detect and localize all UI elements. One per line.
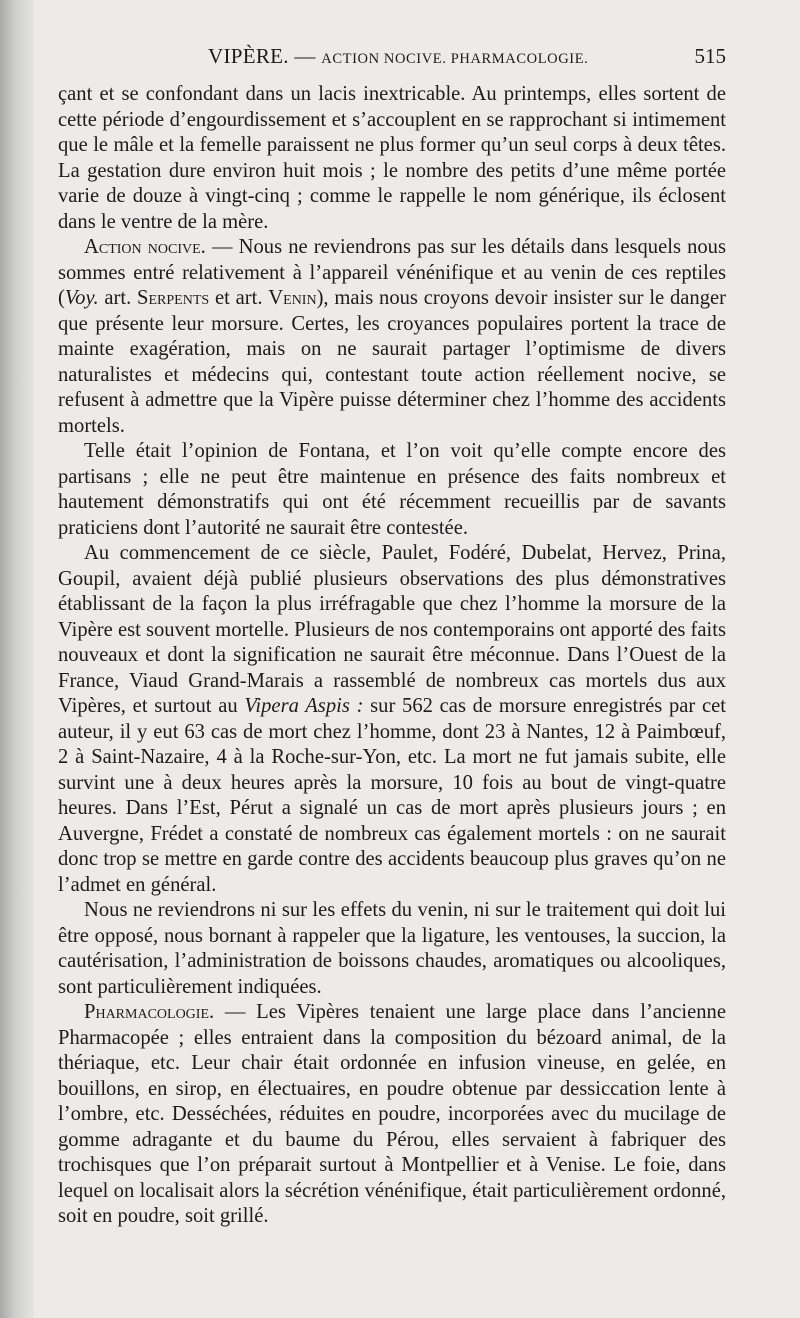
page-gutter-shadow <box>0 0 34 1318</box>
running-head <box>58 44 726 82</box>
cross-reference-venin: Venin <box>268 287 317 309</box>
species-name: Vipera Aspis : <box>244 695 364 717</box>
paragraph-traitement: Nous ne reviendrons ni sur les effets du venin, ni sur le traitement qui doit lui être opposé, nous bornant à rappeler que la ligature, les ventouses, la succion, la cautérisation, l’administration de boissons chaudes, aromatiques ou alcooliques, sont particulièrement indiquées. <box>58 899 726 998</box>
section-heading-action-nocive: Action nocive. <box>84 236 206 258</box>
paragraph-pharmacologie: Pharmacologie. — Les Vipères tenaient une large place dans l’ancienne Pharmacopée ; elles entraient dans la composition du bézoard animal, de la thériaque, etc. Leur chair était ordonnée en infusion vineuse, en gelée, en bouillons, en sirop, en électuaires, en poudre obtenue par dessiccation lente à l’ombre, etc. Desséchées, réduites en poudre, incorporées avec du mucilage de gomme adragante et du baume du Pérou, elles servaient à fabriquer des trochisques que l’on préparait surtout à Montpellier et à Venise. Le foie, dans lequel on localisait alors la sécrétion vénénifique, était particulièrement ordonné, soit en poudre, soit grillé. <box>58 1001 726 1227</box>
book-page <box>58 44 726 1230</box>
cross-reference-serpents: Serpents <box>137 287 210 309</box>
page-number: 515 <box>694 44 726 68</box>
paragraph-continuation: çant et se confondant dans un lacis inextricable. Au printemps, elles sortent de cette période d’engourdissement et s’accouplent en se rapprochant si intimement que le mâle et la femelle paraissent ne plus former qu’un seul corps à deux têtes. La gestation dure environ huit mois ; le nombre des petits d’une même portée varie de douze à vingt-cinq ; comme le rappelle le nom générique, ils éclosent dans le ventre de la mère. <box>58 83 726 233</box>
paragraph-fontana: Telle était l’opinion de Fontana, et l’on voit qu’elle compte encore des partisans ; elle ne peut être maintenue en présence des faits nombreux et hautement démonstratifs qui ont été récemment recueillis par de savants praticiens dont l’autorité ne saurait être contestée. <box>58 440 726 539</box>
voy-reference: Voy. <box>64 287 99 309</box>
section-heading-pharmacologie: Pharmacologie. <box>84 1001 215 1023</box>
running-title: VIPÈRE. — ACTION NOCIVE. PHARMACOLOGIE. <box>208 44 589 68</box>
paragraph-observations: Au commencement de ce siècle, Paulet, Fodéré, Dubelat, Hervez, Prina, Goupil, avaient déjà publié plusieurs observations des plus démonstratives établissant de la façon la plus irréfragable que chez l’homme la morsure de la Vipère est souvent mortelle. Plusieurs de nos contemporains ont apporté des faits nouveaux et dont la signification ne saurait être méconnue. Dans l’Ouest de la France, Viaud Grand-Marais a rassemblé de nombreux cas mortels dus aux Vipères, et surtout au Vipera Aspis : sur 562 cas de morsure enregistrés par cet auteur, il y eut 63 cas de mort chez l’homme, dont 23 à Nantes, 12 à Paimbœuf, 2 à Saint-Nazaire, 4 à la Roche-sur-Yon, etc. La mort ne fut jamais subite, elle survint une à deux heures après la morsure, 10 fois au bout de vingt-quatre heures. Dans l’Est, Pérut a signalé un cas de mort après plusieurs jours ; en Auvergne, Frédet a constaté de nombreux cas également mortels : on ne saurait donc trop se mettre en garde contre des accidents beaucoup plus graves qu’on ne l’admet en général. <box>58 542 726 896</box>
paragraph-action-nocive: Action nocive. — Nous ne reviendrons pas sur les détails dans lesquels nous sommes entré relativement à l’appareil vénénifique et au venin de ces reptiles (Voy. art. Serpents et art. Venin), mais nous croyons devoir insister sur le danger que présente leur morsure. Certes, les croyances populaires portent la trace de mainte exagération, mais on ne saurait partager l’optimisme de divers naturalistes et médecins qui, contestant toute action réellement nocive, se refusent à admettre que la Vipère puisse déterminer chez l’homme des accidents mortels. <box>58 236 726 437</box>
